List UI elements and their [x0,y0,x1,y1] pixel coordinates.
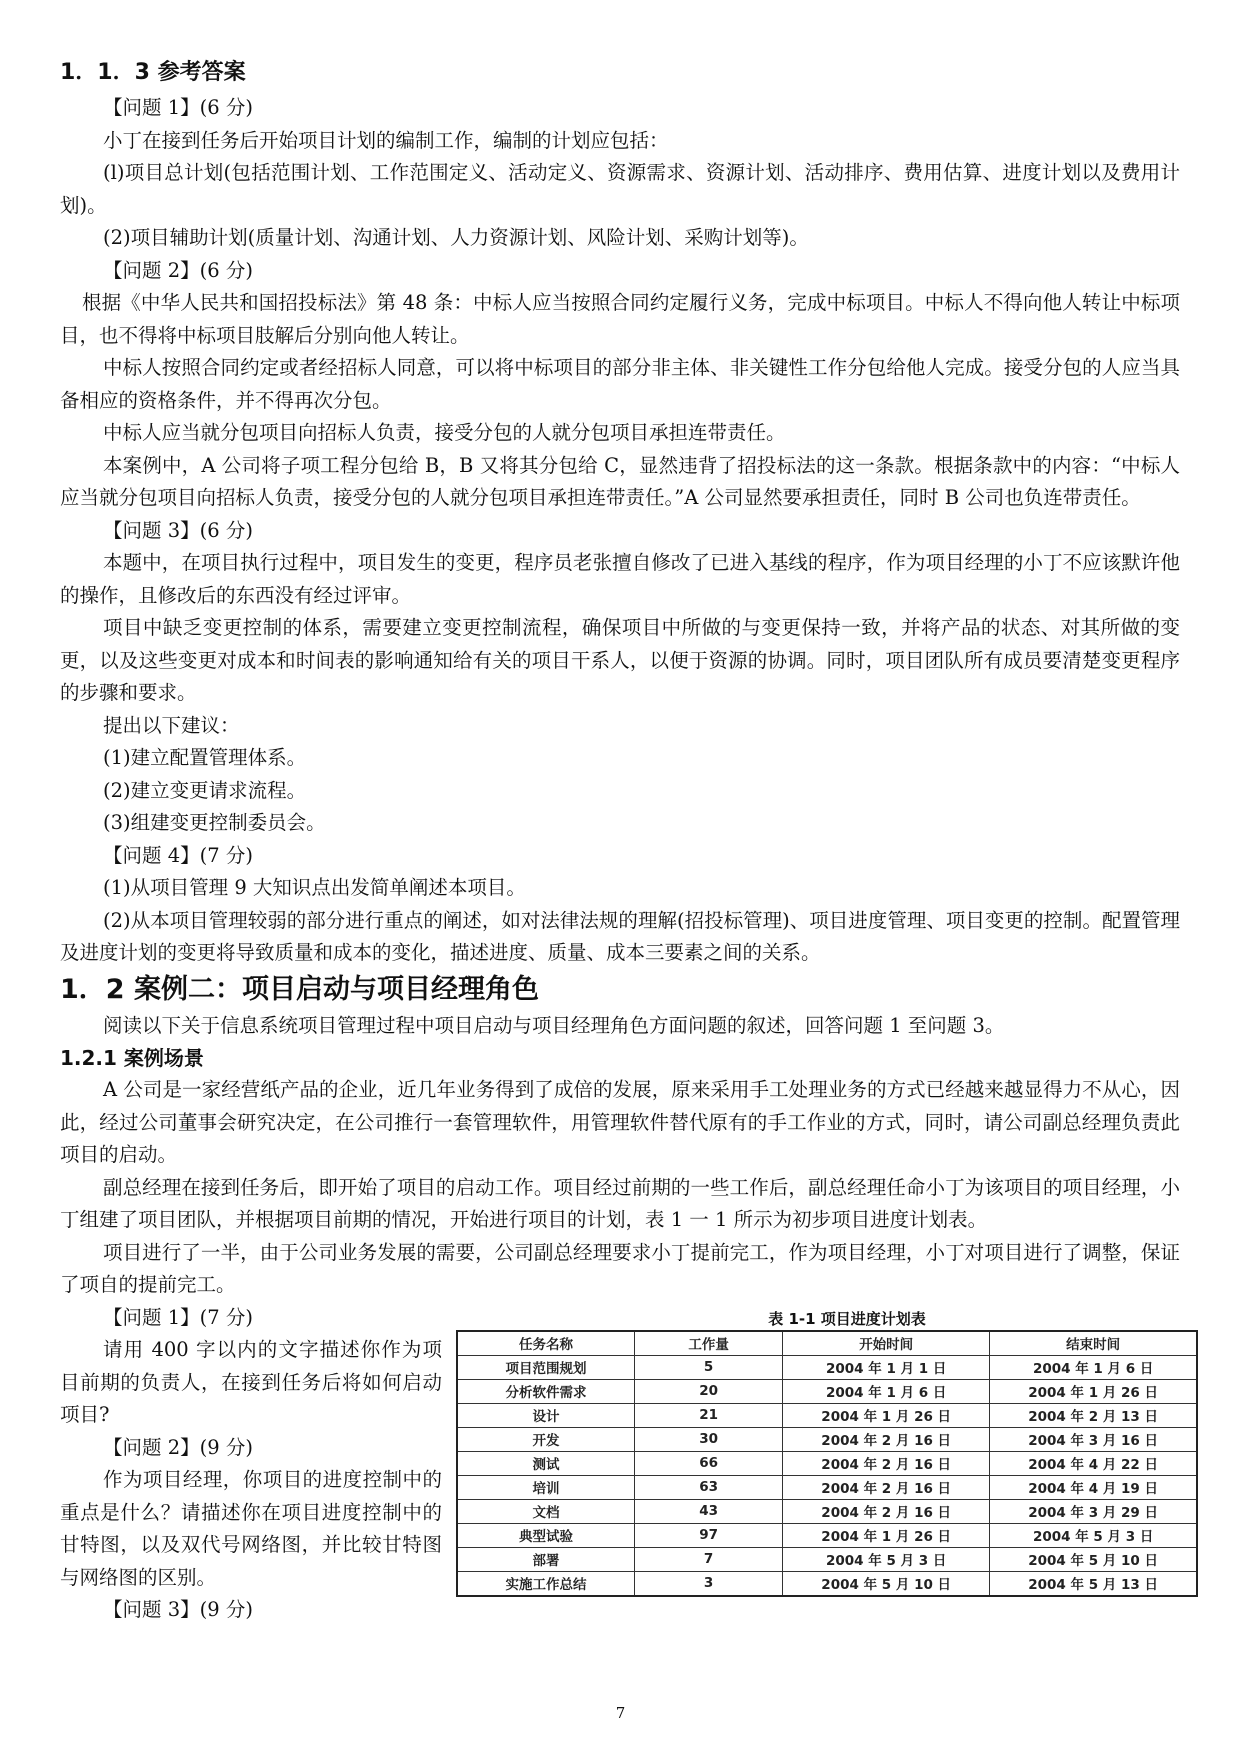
table-row [457,1403,1197,1427]
table-title: 表 1-1 项目进度计划表 [768,1309,926,1328]
table-row [457,1427,1197,1451]
table-header-row [457,1331,1197,1356]
table-cell: 5 [635,1355,783,1379]
table-body [457,1355,1197,1596]
question-4-label: 【问题 4】(7 分) [103,843,253,867]
table-cell: 开发 [457,1427,635,1451]
subsection-heading-1-2-1: 1.2.1 案例场景 [60,1046,204,1070]
paragraph: (2)从本项目管理较弱的部分进行重点的阐述，如对法律法规的理解(招投标管理)、项目进度管理、项目变更的控制。配置管理及进度计划的变更将导致质量和成本的变化，描述进度、质量、成本三要素之间的关系。 [60,908,1180,964]
table-cell: 2004 年 2 月 16 日 [783,1427,990,1451]
schedule-table-figure [456,1308,1198,1597]
table-cell: 实施工作总结 [457,1571,635,1596]
table-cell: 43 [635,1499,783,1523]
page-number: 7 [615,1704,626,1722]
table-cell: 项目范围规划 [457,1355,635,1379]
table-cell: 2004 年 1 月 6 日 [990,1355,1197,1379]
table-cell: 培训 [457,1475,635,1499]
table-cell: 测试 [457,1451,635,1475]
table-row [457,1379,1197,1403]
paragraph: 作为项目经理，你项目的进度控制中的重点是什么？请描述你在项目进度控制中的甘特图，以及双代号网络图，并比较甘特图与网络图的区别。 [60,1468,442,1589]
paragraph: 提出以下建议： [103,713,240,737]
table-cell: 2004 年 2 月 16 日 [783,1451,990,1475]
table-cell: 文档 [457,1499,635,1523]
table-cell: 20 [635,1379,783,1403]
table-cell: 3 [635,1571,783,1596]
paragraph: 根据《中华人民共和国招投标法》第 48 条：中标人应当按照合同约定履行义务，完成中标项目。中标人不得向他人转让中标项目，也不得将中标项目肢解后分别向他人转让。 [60,291,1180,347]
table-cell: 2004 年 2 月 13 日 [990,1403,1197,1427]
list-item: (2)建立变更请求流程。 [103,778,307,802]
paragraph: 项目中缺乏变更控制的体系，需要建立变更控制流程，确保项目中所做的与变更保持一致，并将产品的状态、对其所做的变更，以及这些变更对成本和时间表的影响通知给有关的项目干系人，以便于资源的协调。同时，项目团队所有成员要清楚变更程序的步骤和要求。 [60,616,1180,704]
table-cell: 2004 年 3 月 29 日 [990,1499,1197,1523]
table-cell: 2004 年 5 月 10 日 [783,1571,990,1596]
table-cell: 2004 年 2 月 16 日 [783,1475,990,1499]
table-row [457,1571,1197,1596]
section-heading-1-1-3: 1．1．3 参考答案 [60,60,246,85]
question-1-label: 【问题 1】(6 分) [103,96,253,119]
paragraph: 中标人应当就分包项目向招标人负责，接受分包的人就分包项目承担连带责任。 [103,421,786,444]
column-header: 工作量 [635,1331,783,1356]
table-cell: 典型试验 [457,1523,635,1547]
paragraph: 中标人按照合同约定或者经招标人同意，可以将中标项目的部分非主体、非关键性工作分包给他人完成。接受分包的人应当具备相应的资格条件，并不得再次分包。 [60,356,1180,412]
paragraph: 项目进行了一半，由于公司业务发展的需要，公司副总经理要求小丁提前完工，作为项目经理，小丁对项目进行了调整，保证了项自的提前完工。 [60,1240,1180,1296]
table-cell: 2004 年 5 月 3 日 [990,1523,1197,1547]
column-header: 任务名称 [457,1331,635,1356]
table-cell: 2004 年 5 月 3 日 [783,1547,990,1571]
table-cell: 2004 年 1 月 6 日 [783,1379,990,1403]
paragraph: (2)项目辅助计划(质量计划、沟通计划、人力资源计划、风险计划、采购计划等)。 [103,226,809,249]
paragraph: A 公司是一家经营纸产品的企业，近几年业务得到了成倍的发展，原来采用手工处理业务的方式已经越来越显得力不从心，因此，经过公司董事会研究决定，在公司推行一套管理软件，用管理软件替代原有的手工作业的方式，同时，请公司副总经理负责此项目的启动。 [60,1078,1180,1166]
table-cell: 2004 年 1 月 26 日 [783,1523,990,1547]
list-item: (1)建立配置管理体系。 [103,746,307,769]
table-row [457,1499,1197,1523]
question-1-label: 【问题 1】(7 分) [103,1305,253,1329]
table-cell: 30 [635,1427,783,1451]
paragraph: 本案例中，A 公司将子项工程分包给 B，B 又将其分包给 C，显然违背了招投标法的这一条款。根据条款中的内容：“中标人应当就分包项目向招标人负责，接受分包的人就分包项目承担连带责任。”A 公司显然要承担责任，同时 B 公司也负连带责任。 [60,453,1180,509]
table-cell: 2004 年 1 月 26 日 [990,1379,1197,1403]
question-3-label: 【问题 3】(6 分) [103,518,253,542]
table-row [457,1475,1197,1499]
paragraph: 本题中，在项目执行过程中，项目发生的变更，程序员老张擅自修改了已进入基线的程序，作为项目经理的小丁不应该默许他的操作，且修改后的东西没有经过评审。 [60,551,1180,607]
question-2-label: 【问题 2】(9 分) [103,1435,253,1459]
question-3-label: 【问题 3】(9 分) [103,1598,253,1621]
paragraph: 副总经理在接到任务后，即开始了项目的启动工作。项目经过前期的一些工作后，副总经理任命小丁为该项目的项目经理，小丁组建了项目团队，并根据项目前期的情况，开始进行项目的计划，表 1 一 1 所示为初步项目进度计划表。 [60,1175,1180,1231]
table-row [457,1355,1197,1379]
table-cell: 2004 年 1 月 1 日 [783,1355,990,1379]
table-cell: 2004 年 5 月 10 日 [990,1547,1197,1571]
column-header: 开始时间 [783,1331,990,1356]
table-cell: 设计 [457,1403,635,1427]
table-cell: 2004 年 1 月 26 日 [783,1403,990,1427]
questions-and-table [60,1302,1180,1627]
table-cell: 7 [635,1547,783,1571]
table-cell: 部署 [457,1547,635,1571]
table-cell: 2004 年 5 月 13 日 [990,1571,1197,1596]
table-cell: 97 [635,1523,783,1547]
paragraph: (1)从项目管理 9 大知识点出发简单阐述本项目。 [103,876,526,899]
table-row [457,1523,1197,1547]
table-cell: 2004 年 4 月 22 日 [990,1451,1197,1475]
paragraph: 阅读以下关于信息系统项目管理过程中项目启动与项目经理角色方面问题的叙述，回答问题 1 至问题 3。 [103,1013,1005,1037]
paragraph: (l)项目总计划(包括范围计划、工作范围定义、活动定义、资源需求、资源计划、活动排序、费用估算、进度计划以及费用计划)。 [60,161,1180,217]
document-page [60,56,1180,1627]
table-cell: 2004 年 2 月 16 日 [783,1499,990,1523]
column-header: 结束时间 [990,1331,1197,1356]
table-cell: 63 [635,1475,783,1499]
table-row [457,1547,1197,1571]
paragraph: 小丁在接到任务后开始项目计划的编制工作，编制的计划应包括： [103,128,669,152]
list-item: (3)组建变更控制委员会。 [103,811,326,834]
question-2-label: 【问题 2】(6 分) [103,258,253,282]
table-row [457,1451,1197,1475]
table-cell: 2004 年 3 月 16 日 [990,1427,1197,1451]
section-heading-1-2: 1．2 案例二：项目启动与项目经理角色 [60,973,539,1005]
table-cell: 21 [635,1403,783,1427]
table-cell: 分析软件需求 [457,1379,635,1403]
table-cell: 2004 年 4 月 19 日 [990,1475,1197,1499]
table-cell: 66 [635,1451,783,1475]
questions-column [60,1302,442,1627]
schedule-table [456,1330,1198,1597]
paragraph: 请用 400 字以内的文字描述你作为项目前期的负责人，在接到任务后将如何启动项目? [60,1338,442,1426]
